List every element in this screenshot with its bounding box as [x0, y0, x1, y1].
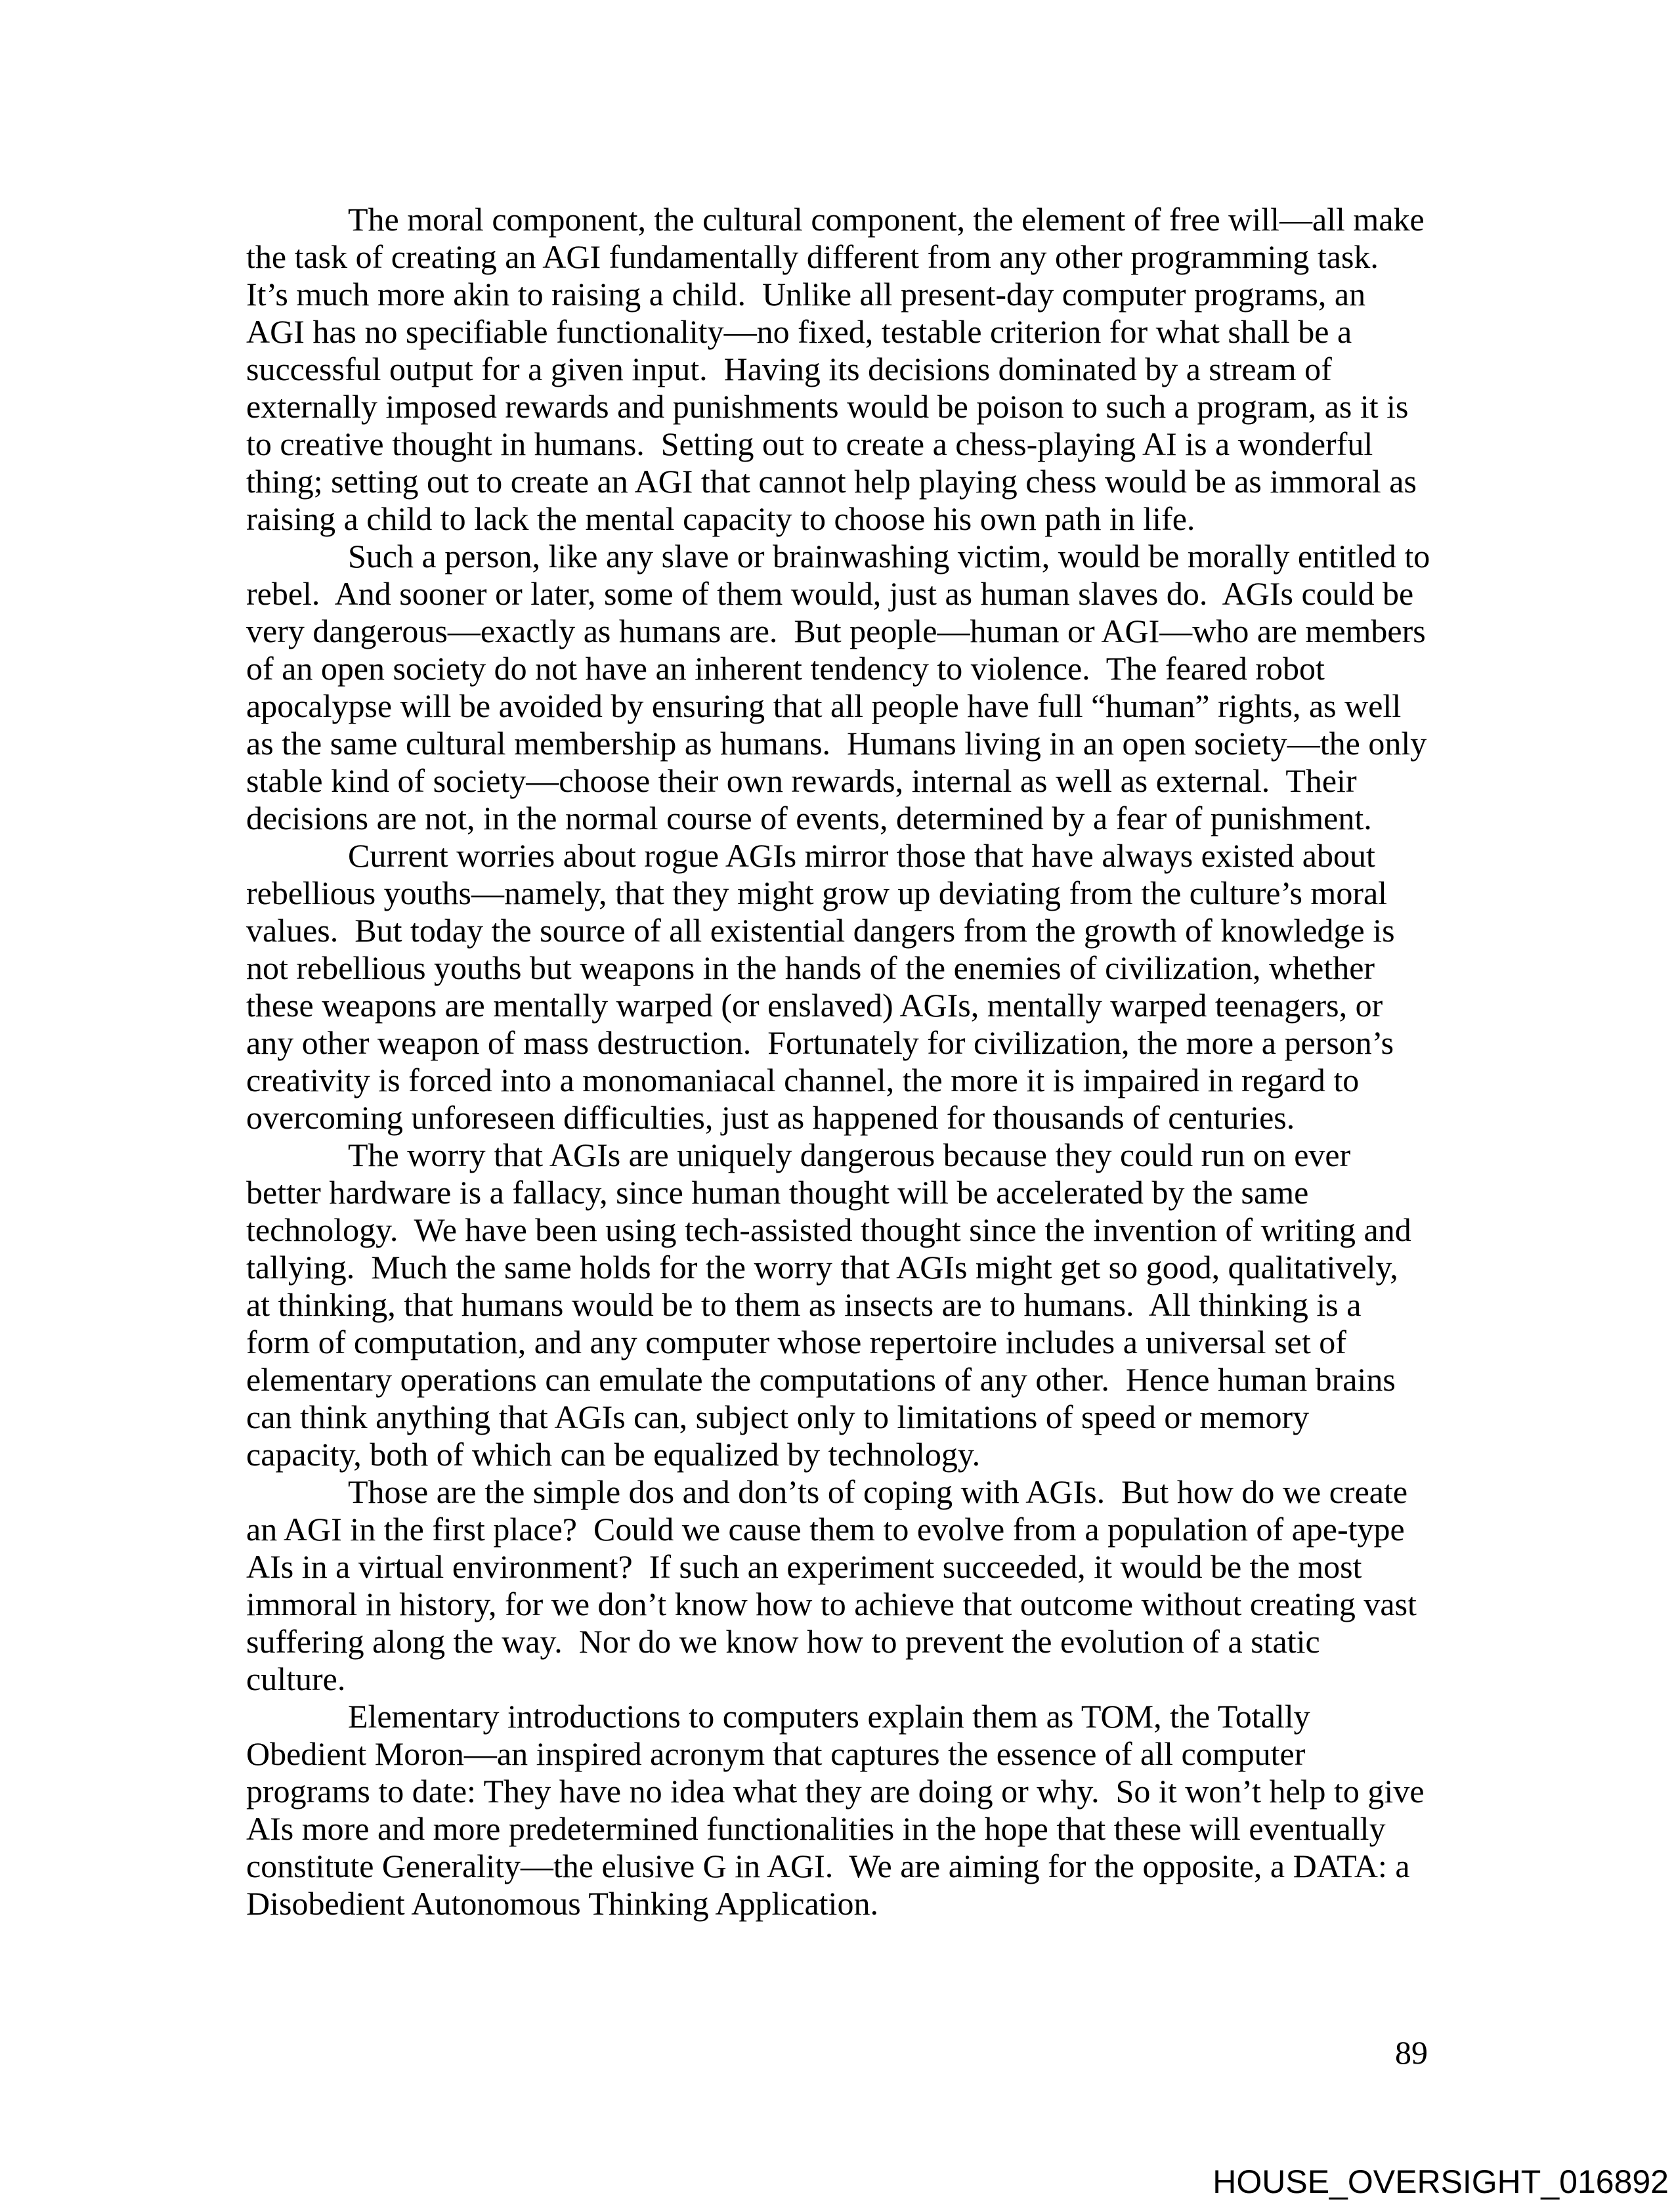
bates-stamp: HOUSE_OVERSIGHT_016892 [1213, 2163, 1669, 2200]
text-line: of an open society do not have an inherent tendency to violence. The feared robot [246, 650, 1325, 687]
text-line: rebellious youths—namely, that they might grow up deviating from the culture’s moral [246, 875, 1388, 911]
text-line: can think anything that AGIs can, subject only to limitations of speed or memory [246, 1399, 1310, 1435]
text-line: culture. [246, 1660, 346, 1697]
text-line: at thinking, that humans would be to them as insects are to humans. All thinking is a [246, 1286, 1362, 1323]
text-line: programs to date: They have no idea what they are doing or why. So it won’t help to give [246, 1773, 1425, 1810]
text-line: stable kind of society—choose their own rewards, internal as well as external. Their [246, 762, 1357, 799]
text-line: Obedient Moron—an inspired acronym that captures the essence of all computer [246, 1735, 1306, 1772]
text-line: technology. We have been using tech-assisted thought since the invention of writing and [246, 1211, 1411, 1248]
text-line: apocalypse will be avoided by ensuring that all people have full “human” rights, as well [246, 687, 1402, 724]
text-line: AGI has no specifiable functionality—no fixed, testable criterion for what shall be a [246, 313, 1352, 350]
text-line: externally imposed rewards and punishments would be poison to such a program, as it is [246, 388, 1409, 425]
document-text [246, 201, 1438, 1922]
text-line: these weapons are mentally warped (or enslaved) AGIs, mentally warped teenagers, or [246, 987, 1383, 1024]
text-line: elementary operations can emulate the computations of any other. Hence human brains [246, 1361, 1396, 1398]
text-line: Those are the simple dos and don’ts of coping with AGIs. But how do we create [348, 1473, 1408, 1510]
text-line: Elementary introductions to computers explain them as TOM, the Totally [348, 1698, 1310, 1735]
text-line: constitute Generality—the elusive G in AGI. We are aiming for the opposite, a DATA: a [246, 1848, 1410, 1884]
text-line: as the same cultural membership as humans. Humans living in an open society—the only [246, 725, 1427, 762]
text-line: values. But today the source of all existential dangers from the growth of knowledge is [246, 912, 1395, 949]
page-number: 89 [1395, 2034, 1428, 2071]
text-line: rebel. And sooner or later, some of them would, just as human slaves do. AGIs could be [246, 575, 1414, 612]
text-line: AIs in a virtual environment? If such an experiment succeeded, it would be the most [246, 1548, 1362, 1585]
text-line: not rebellious youths but weapons in the hands of the enemies of civilization, whether [246, 949, 1375, 986]
text-line: overcoming unforeseen difficulties, just as happened for thousands of centuries. [246, 1099, 1295, 1136]
text-line: an AGI in the first place? Could we cause them to evolve from a population of ape-type [246, 1511, 1405, 1548]
text-line: AIs more and more predetermined functionalities in the hope that these will eventually [246, 1810, 1386, 1847]
text-line: Disobedient Autonomous Thinking Application. [246, 1885, 878, 1922]
text-line: thing; setting out to create an AGI that cannot help playing chess would be as immoral as [246, 463, 1417, 500]
text-line: Such a person, like any slave or brainwashing victim, would be morally entitled to [348, 538, 1430, 575]
text-line: the task of creating an AGI fundamentally different from any other programming task. [246, 238, 1379, 275]
text-line: successful output for a given input. Having its decisions dominated by a stream of [246, 351, 1332, 387]
text-line: decisions are not, in the normal course of events, determined by a fear of punishment. [246, 800, 1372, 836]
text-line: very dangerous—exactly as humans are. But people—human or AGI—who are members [246, 613, 1426, 649]
text-line: Current worries about rogue AGIs mirror those that have always existed about [348, 837, 1375, 874]
text-line: tallying. Much the same holds for the worry that AGIs might get so good, qualitatively, [246, 1249, 1398, 1286]
text-line: better hardware is a fallacy, since human thought will be accelerated by the same [246, 1174, 1309, 1211]
text-line: It’s much more akin to raising a child. Unlike all present-day computer programs, an [246, 276, 1366, 313]
text-line: suffering along the way. Nor do we know how to prevent the evolution of a static [246, 1623, 1320, 1660]
text-line: any other weapon of mass destruction. Fortunately for civilization, the more a person’s [246, 1024, 1394, 1061]
text-line: form of computation, and any computer whose repertoire includes a universal set of [246, 1324, 1346, 1360]
text-line: to creative thought in humans. Setting out to create a chess-playing AI is a wonderful [246, 425, 1373, 462]
text-line: raising a child to lack the mental capacity to choose his own path in life. [246, 500, 1195, 537]
text-line: capacity, both of which can be equalized by technology. [246, 1436, 981, 1473]
text-line: immoral in history, for we don’t know how to achieve that outcome without creating vast [246, 1586, 1417, 1622]
text-line: creativity is forced into a monomaniacal channel, the more it is impaired in regard to [246, 1062, 1360, 1098]
text-line: The moral component, the cultural component, the element of free will—all make [348, 201, 1425, 238]
text-line: The worry that AGIs are uniquely dangerous because they could run on ever [348, 1137, 1351, 1173]
